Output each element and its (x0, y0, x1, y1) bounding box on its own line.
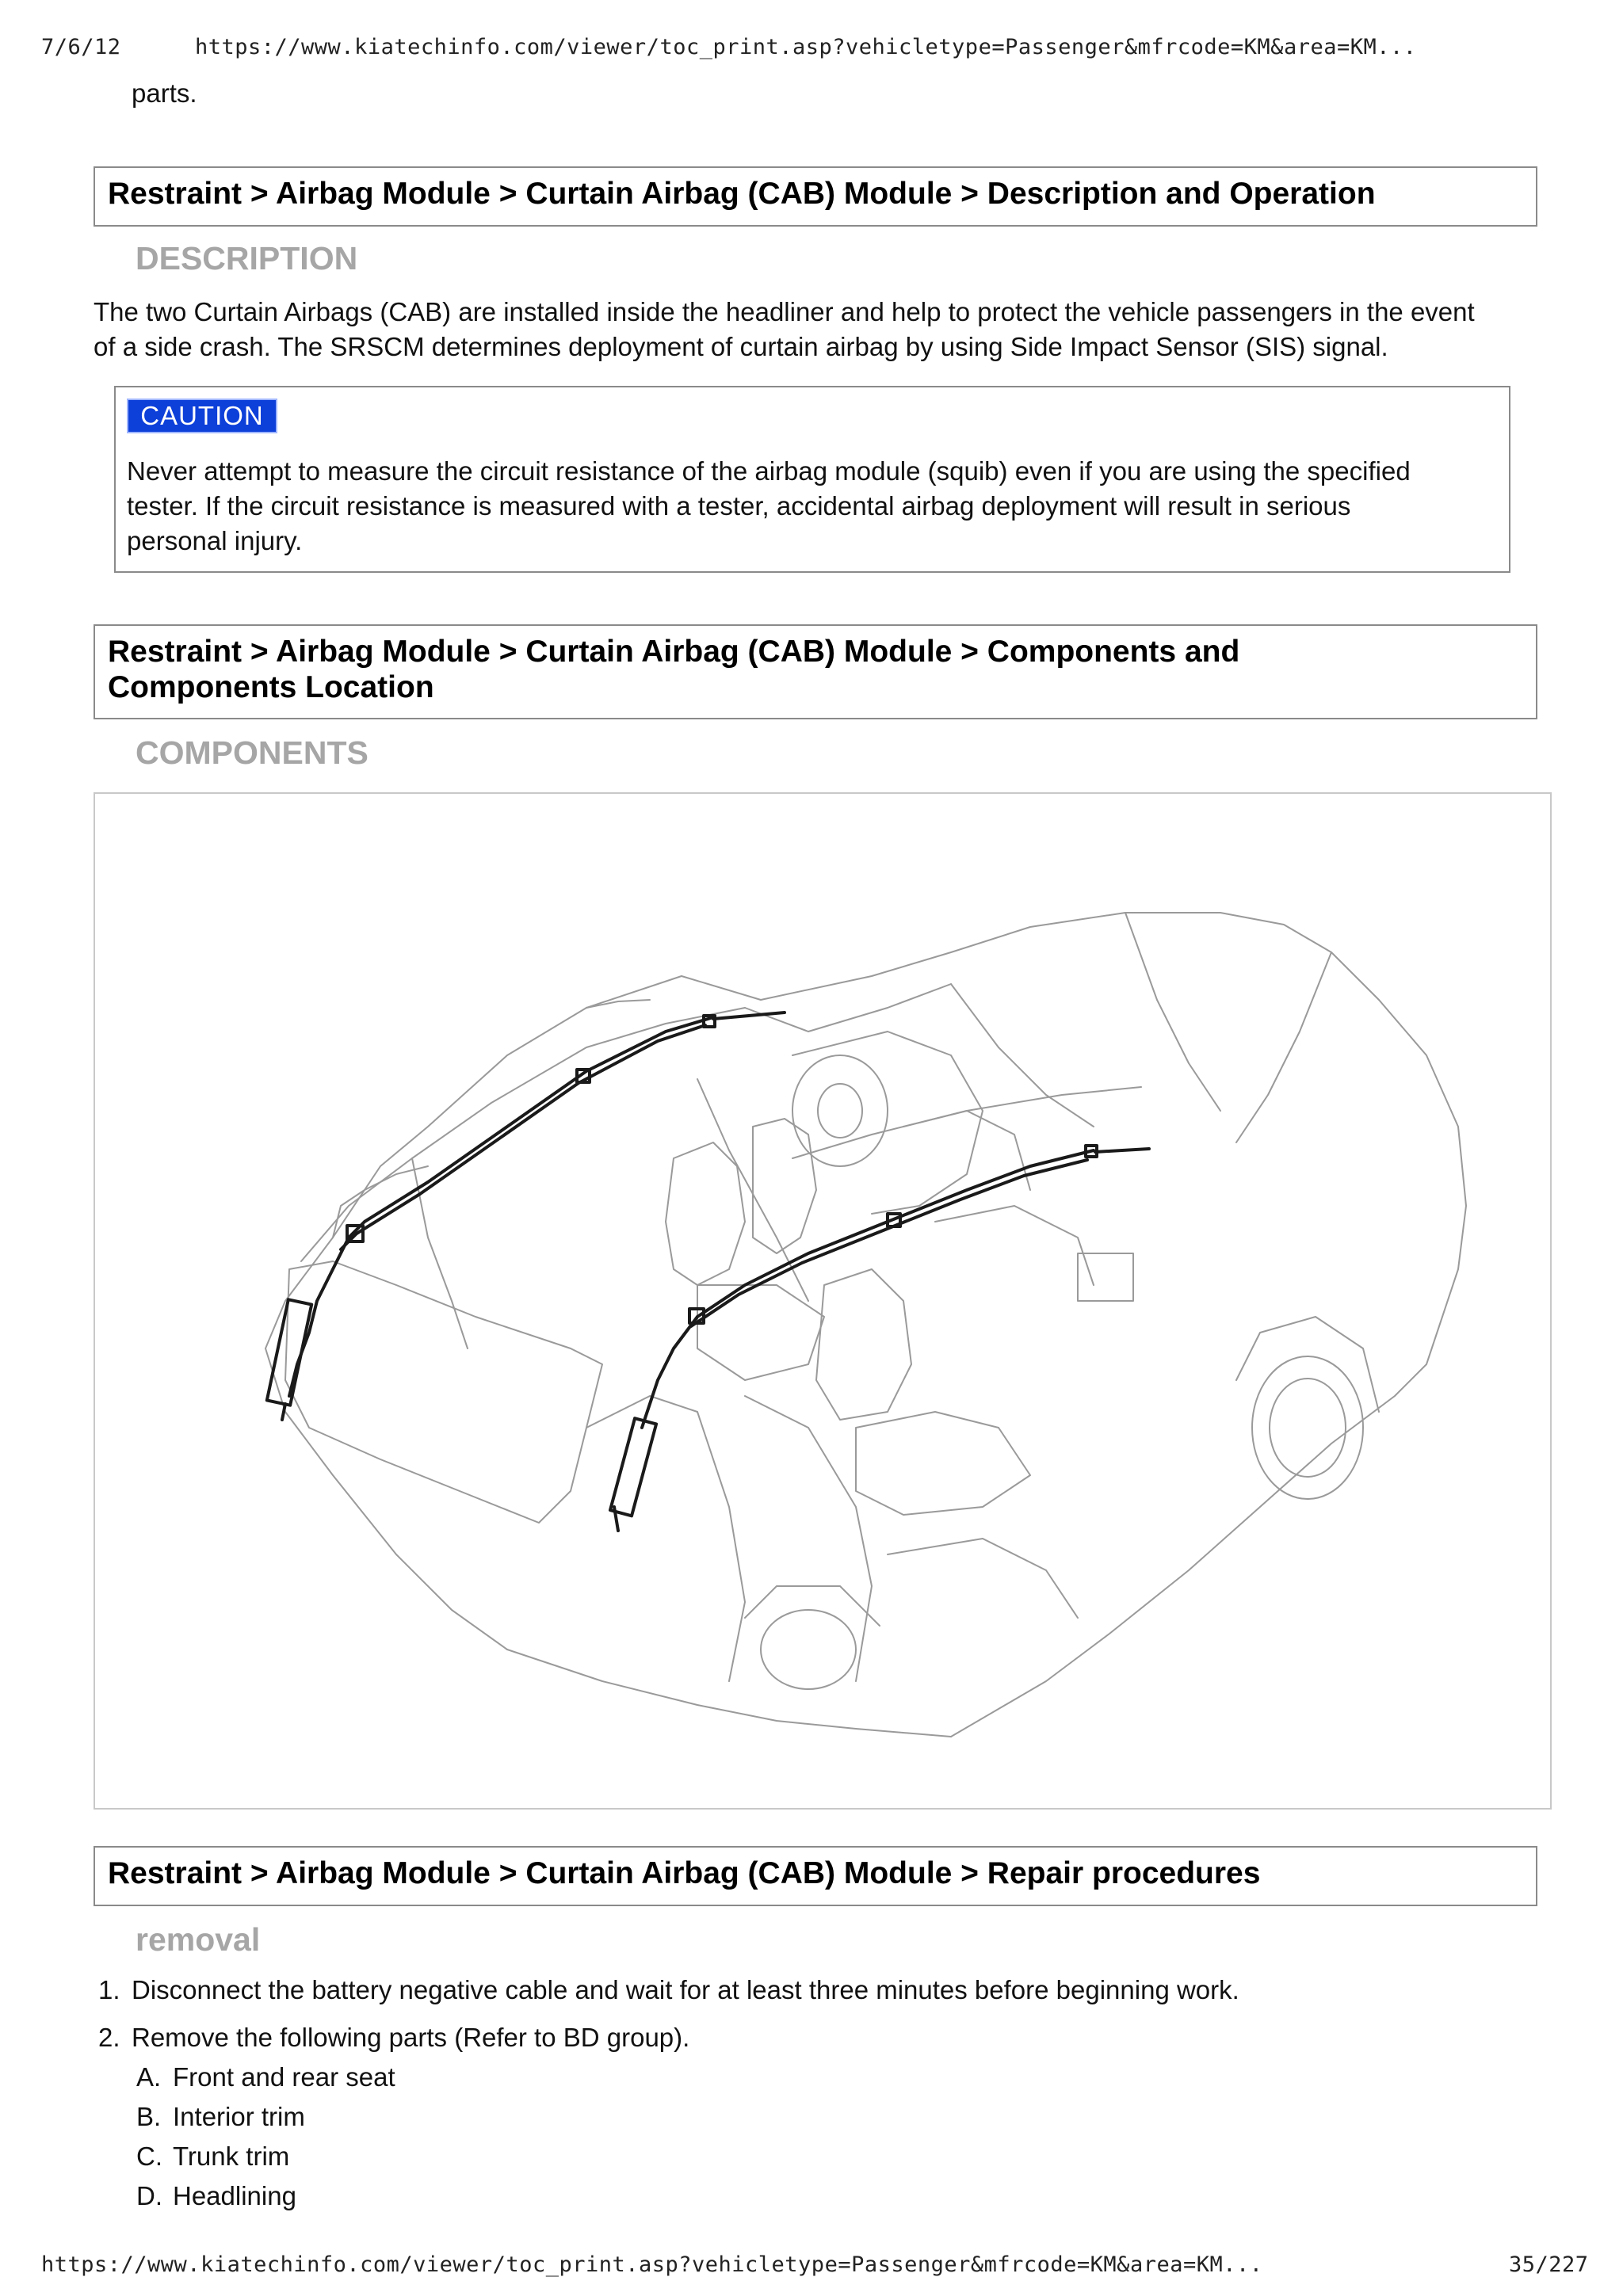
caution-badge: CAUTION (127, 399, 277, 433)
doors (586, 1396, 1078, 1681)
substep-letter: D. (136, 2181, 162, 2210)
components-figure (94, 792, 1552, 1810)
caution-box (114, 386, 1510, 573)
section-subheading: removal (136, 1921, 261, 1958)
substep-letter: B. (136, 2102, 162, 2131)
section-title-line-2: Components Location (108, 670, 434, 704)
step-text: Disconnect the battery negative cable and wait for at least three minutes before beginning work. (132, 1975, 1239, 2004)
substep-text: Front and rear seat (173, 2062, 395, 2092)
print-url: https://www.kiatechinfo.com/viewer/toc_print.asp?vehicletype=Passenger&mfrcode=KM&area=KM... (195, 35, 1417, 59)
footer-url: https://www.kiatechinfo.com/viewer/toc_print.asp?vehicletype=Passenger&mfrcode=KM&area=KM... (41, 2252, 1263, 2277)
step-text: Remove the following parts (Refer to BD group). (132, 2023, 690, 2052)
substep-text: Interior trim (173, 2102, 305, 2131)
caution-line-1: Never attempt to measure the circuit resistance of the airbag module (squib) even if you are using the specified (127, 456, 1411, 486)
page-number: 35/227 (1509, 2252, 1589, 2277)
description-line-1: The two Curtain Airbags (CAB) are installed inside the headliner and help to protect the vehicle passengers in the event (94, 297, 1475, 326)
wheels (745, 1317, 1379, 1689)
print-date: 7/6/12 (41, 35, 121, 59)
dashboard (792, 1032, 1133, 1301)
section-subheading: DESCRIPTION (136, 240, 358, 277)
section-title: Restraint > Airbag Module > Curtain Airbag (CAB) Module > Repair procedures (108, 1856, 1261, 1890)
roof-frame (301, 913, 1331, 1348)
section-title-box (94, 166, 1537, 227)
section-title-box (94, 1846, 1537, 1906)
section-title (108, 634, 1523, 705)
vehicle-airbag-illustration (95, 794, 1550, 1808)
section-title-box (94, 624, 1537, 719)
substep-letter: A. (136, 2062, 162, 2092)
intro-fragment: parts. (132, 78, 197, 108)
rear-window (285, 1261, 602, 1523)
caution-line-3: personal injury. (127, 526, 303, 555)
curtain-airbag-right (610, 1146, 1149, 1531)
caution-line-2: tester. If the circuit resistance is measured with a tester, accidental airbag deployment will result in serious (127, 491, 1351, 521)
section-title: Restraint > Airbag Module > Curtain Airbag (CAB) Module > Description and Operation (108, 177, 1376, 211)
section-subheading: COMPONENTS (136, 734, 369, 771)
substep-text: Headlining (173, 2181, 296, 2210)
description-line-2: of a side crash. The SRSCM determines deployment of curtain airbag by using Side Impact Sensor (SIS) signal. (94, 332, 1388, 361)
seats (666, 1119, 1030, 1515)
substep-text: Trunk trim (173, 2142, 290, 2171)
section-title-line-1: Restraint > Airbag Module > Curtain Airbag (CAB) Module > Components and (108, 635, 1240, 669)
step-number: 2. (98, 2023, 120, 2052)
step-number: 1. (98, 1975, 120, 2004)
curtain-airbag-left (267, 1013, 785, 1420)
substep-letter: C. (136, 2142, 162, 2171)
